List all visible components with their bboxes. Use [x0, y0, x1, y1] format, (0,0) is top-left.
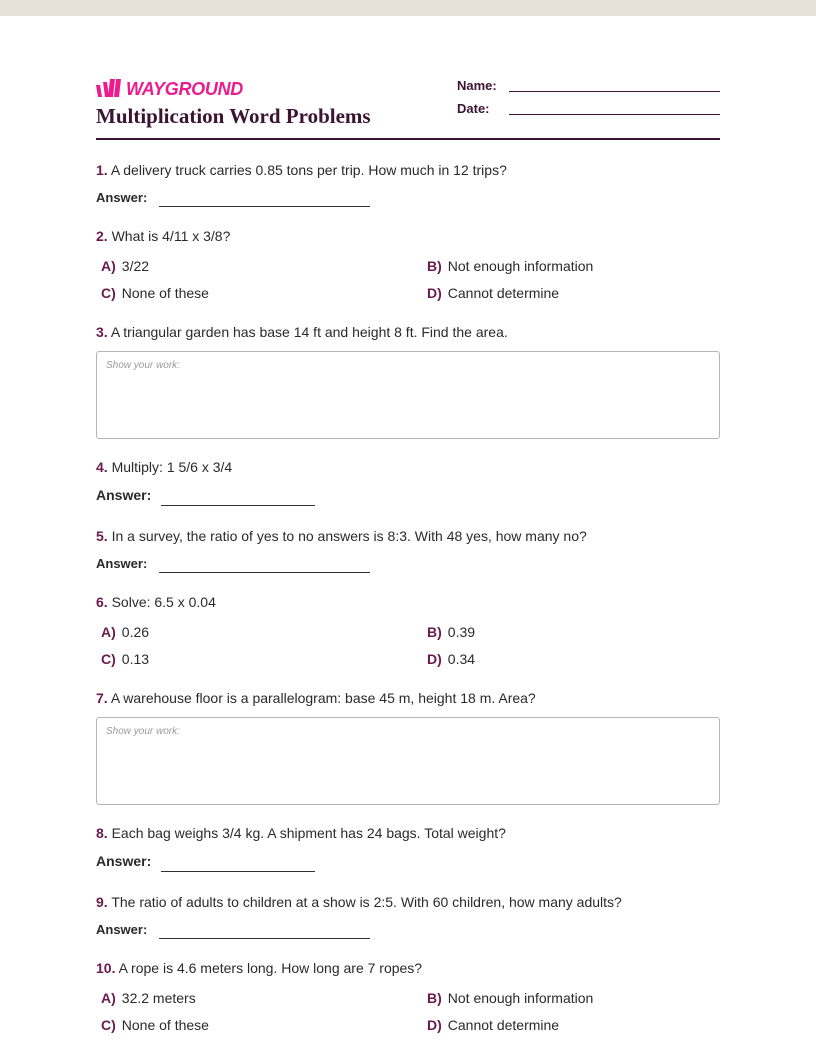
answer-line-4[interactable]: [161, 505, 315, 506]
option-text: 0.39: [447, 624, 476, 640]
question-number: 10.: [96, 960, 116, 976]
option-letter: C): [101, 651, 116, 667]
question-10: [96, 960, 422, 976]
question-7: [96, 690, 536, 706]
option-b[interactable]: [427, 990, 593, 1006]
brand-mark-icon: [96, 79, 122, 99]
option-d[interactable]: [427, 651, 475, 667]
option-text: 32.2 meters: [121, 990, 196, 1006]
name-label: Name:: [457, 78, 497, 93]
question-number: 7.: [96, 690, 108, 706]
option-letter: C): [101, 285, 116, 301]
date-label: Date:: [457, 101, 490, 116]
option-letter: A): [101, 624, 116, 640]
question-text: Solve: 6.5 x 0.04: [111, 594, 216, 610]
answer-label: Answer:: [96, 190, 148, 205]
answer-label: Answer:: [96, 922, 148, 937]
option-text: Cannot determine: [447, 1017, 560, 1033]
option-text: 3/22: [121, 258, 150, 274]
option-letter: D): [427, 651, 442, 667]
option-letter: B): [427, 624, 442, 640]
question-5: [96, 528, 587, 544]
page-title: Multiplication Word Problems: [96, 104, 371, 128]
name-field-line[interactable]: [509, 91, 720, 92]
option-c[interactable]: [101, 651, 149, 667]
question-text: The ratio of adults to children at a show is 2:5. With 60 children, how many adults?: [111, 894, 622, 910]
answer-label: Answer:: [96, 853, 152, 869]
answer-label: Answer:: [96, 487, 152, 503]
option-letter: A): [101, 990, 116, 1006]
question-text: A triangular garden has base 14 ft and height 8 ft. Find the area.: [110, 324, 508, 340]
option-text: 0.34: [447, 651, 476, 667]
question-number: 4.: [96, 459, 108, 475]
work-box-label: Show your work:: [106, 360, 180, 371]
option-letter: C): [101, 1017, 116, 1033]
option-letter: D): [427, 285, 442, 301]
question-number: 8.: [96, 825, 108, 841]
option-letter: B): [427, 990, 442, 1006]
question-2: [96, 228, 230, 244]
option-letter: D): [427, 1017, 442, 1033]
option-d[interactable]: [427, 285, 559, 301]
option-text: Not enough information: [447, 990, 594, 1006]
question-1: [96, 162, 507, 178]
option-c[interactable]: [101, 285, 209, 301]
option-d[interactable]: [427, 1017, 559, 1033]
question-number: 3.: [96, 324, 108, 340]
option-text: 0.26: [121, 624, 150, 640]
question-number: 9.: [96, 894, 108, 910]
option-c[interactable]: [101, 1017, 209, 1033]
brand-name: WAYGROUND: [126, 78, 243, 99]
option-letter: B): [427, 258, 442, 274]
question-9: [96, 894, 622, 910]
question-text: Each bag weighs 3/4 kg. A shipment has 24 bags. Total weight?: [111, 825, 506, 841]
option-text: Not enough information: [447, 258, 594, 274]
question-text: A warehouse floor is a parallelogram: base 45 m, height 18 m. Area?: [110, 690, 536, 706]
answer-line-9[interactable]: [159, 938, 370, 939]
date-field-line[interactable]: [509, 114, 720, 115]
brand-logo: [96, 79, 243, 99]
question-text: Multiply: 1 5/6 x 3/4: [111, 459, 233, 475]
option-text: Cannot determine: [447, 285, 560, 301]
option-letter: A): [101, 258, 116, 274]
question-number: 2.: [96, 228, 108, 244]
work-box-7[interactable]: [96, 717, 720, 805]
question-4: [96, 459, 232, 475]
question-text: A rope is 4.6 meters long. How long are 7 ropes?: [118, 960, 423, 976]
option-text: None of these: [121, 285, 209, 301]
option-a[interactable]: [101, 258, 149, 274]
question-number: 5.: [96, 528, 108, 544]
option-a[interactable]: [101, 624, 149, 640]
option-text: 0.13: [121, 651, 150, 667]
option-a[interactable]: [101, 990, 196, 1006]
question-text: A delivery truck carries 0.85 tons per trip. How much in 12 trips?: [110, 162, 507, 178]
option-text: None of these: [121, 1017, 209, 1033]
option-b[interactable]: [427, 258, 593, 274]
header-divider: [96, 138, 720, 140]
question-3: [96, 324, 508, 340]
answer-line-1[interactable]: [159, 206, 370, 207]
answer-line-8[interactable]: [161, 871, 315, 872]
option-b[interactable]: [427, 624, 475, 640]
answer-line-5[interactable]: [159, 572, 370, 573]
worksheet-page: [0, 16, 816, 1056]
question-6: [96, 594, 216, 610]
question-text: What is 4/11 x 3/8?: [111, 228, 231, 244]
question-8: [96, 825, 506, 841]
question-number: 1.: [96, 162, 108, 178]
answer-label: Answer:: [96, 556, 148, 571]
question-number: 6.: [96, 594, 108, 610]
work-box-3[interactable]: [96, 351, 720, 439]
work-box-label: Show your work:: [106, 726, 180, 737]
question-text: In a survey, the ratio of yes to no answers is 8:3. With 48 yes, how many no?: [111, 528, 587, 544]
